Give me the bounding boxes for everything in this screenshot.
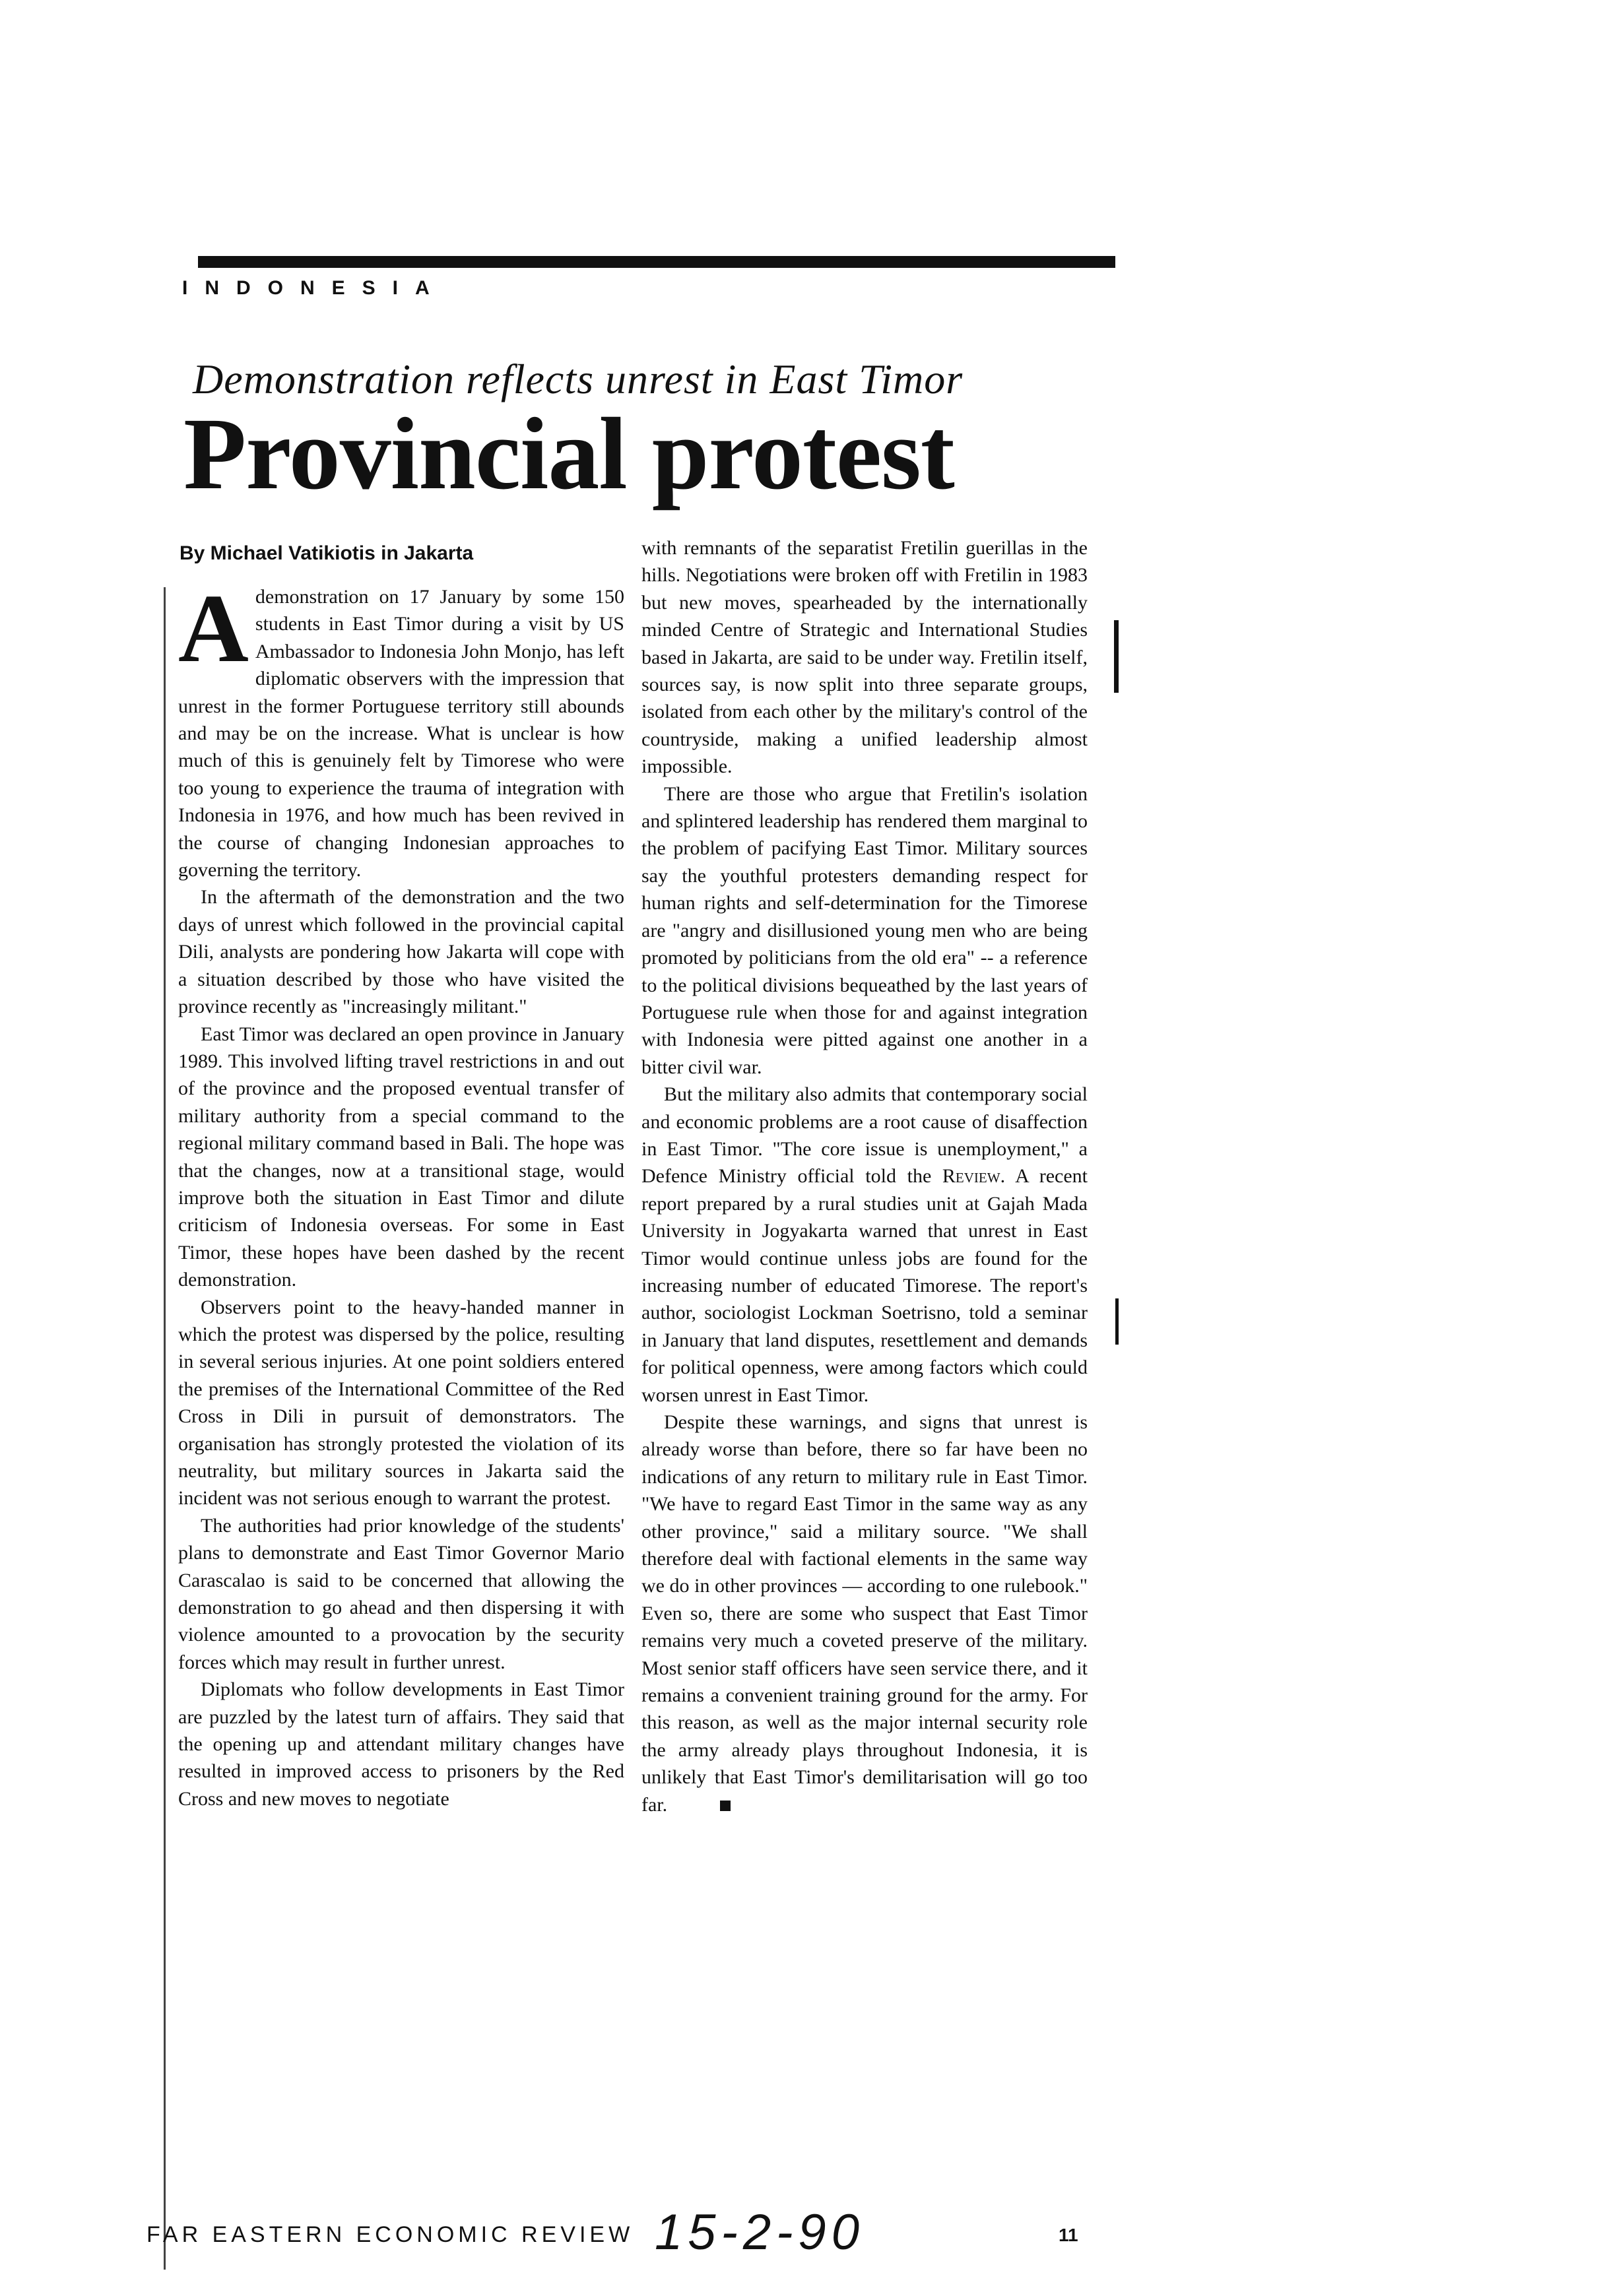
article-paragraph: But the military also admits that contemporary social and economic problems are a root cause of disaffection in East Timor. "The core issue is unemployment," a Defence Ministry official told the Review. A recent report prepared by a rural studies unit at Gajah Mada University in Jogyakarta warned that unrest in East Timor would continue unless jobs are found for the increasing number of educated Timorese. The report's author, sociologist Lockman Soetrisno, told a seminar in January that land disputes, resettlement and demands for political openness, were among factors which could worsen unrest in East Timor.	[641, 1083, 1088, 1406]
article-paragraph: Despite these warnings, and signs that unrest is already worse than before, there so far have been no indications of any return to military rule in East Timor. "We have to regard East Timor in the same way as any other province," said a military source. "We shall therefore deal with factional elements in the same way we do in other provinces — according to one rulebook." Even so, there are some who suspect that East Timor remains very much a coveted preserve of the military. Most senior staff officers have seen service there, and it remains a convenient training ground for the army. For this reason, as well as the major internal security role the army already plays throughout Indonesia, it is unlikely that East Timor's demilitarisation will go too far.	[641, 1411, 1088, 1816]
article-paragraph: There are those who argue that Fretilin's isolation and splintered leadership has rendered them marginal to the problem of pacifying East Timor. Military sources say the youthful protesters demanding respect for human rights and self-determination for the Timorese are "angry and disillusioned young men who are being promoted by politicians from the old era" -- a reference to the political divisions bequeathed by the last years of Portuguese rule when those for and against integration with Indonesia were pitted against one another in a bitter civil war.	[641, 782, 1088, 1078]
article-paragraph: Observers point to the heavy-handed manner in which the protest was dispersed by the police, resulting in several serious injuries. At one point soldiers entered the premises of the International Committee of the Red Cross in Dili in pursuit of demonstrators. The organisation has strongly protested the violation of its neutrality, but military sources in Jakarta said the incident was not serious enough to warrant the protest.	[178, 1296, 624, 1510]
kicker: Demonstration reflects unrest in East Timor	[193, 356, 964, 402]
margin-mark	[1114, 620, 1119, 693]
article-column-right	[641, 534, 1088, 1818]
article-paragraph: Ademonstration on 17 January by some 150 students in East Timor during a visit by US Ambassador to Indonesia John Monjo, has left diplomatic observers with the impression that unrest in the former Portuguese territory still abounds and may be on the increase. What is unclear is how much of this is genuinely felt by Timorese who were too young to experience the trauma of integration with Indonesia in 1976, and how much has been revived in the course of changing Indonesian approaches to governing the territory.	[178, 575, 624, 881]
article-column-left	[178, 575, 624, 1812]
page-number: 11	[1059, 2225, 1078, 2245]
margin-line	[164, 587, 166, 2270]
article-paragraph: East Timor was declared an open province in January 1989. This involved lifting travel restrictions in and out of the province and the proposed eventual transfer of military authority from a special command to the regional military command based in Bali. The hope was that the changes, now at a transitional stage, would improve both the situation in East Timor and dilute criticism of Indonesia overseas. For some in East Timor, these hopes have been dashed by the recent demonstration.	[178, 1023, 624, 1291]
article-paragraph: The authorities had prior knowledge of the students' plans to demonstrate and East Timor Governor Mario Carascalao is said to be concerned that allowing the demonstration to go ahead and then dispersing it with violence amounted to a provocation by the security forces which may result in further unrest.	[178, 1514, 624, 1673]
margin-mark	[1115, 1298, 1119, 1345]
review-word: Review.	[942, 1165, 1006, 1188]
article-paragraph: with remnants of the separatist Fretilin guerillas in the hills. Negotiations were broken off with Fretilin in 1983 but new moves, spearheaded by the internationally minded Centre of Strategic and International Studies based in Jakarta, are said to be under way. Fretilin itself, sources say, is now split into three separate groups, isolated from each other by the military's control of the countryside, making a unified leadership almost impossible.	[641, 537, 1088, 778]
dropcap: A	[178, 575, 249, 683]
byline: By Michael Vatikiotis in Jakarta	[180, 542, 474, 564]
handwritten-date: 15-2-90	[655, 2204, 865, 2260]
end-mark	[720, 1801, 731, 1811]
section-rule	[198, 256, 1115, 268]
section-label: INDONESIA	[182, 277, 447, 299]
headline: Provincial protest	[183, 397, 954, 511]
publication-name: FAR EASTERN ECONOMIC REVIEW	[147, 2222, 634, 2247]
article-paragraph: In the aftermath of the demonstration and the two days of unrest which followed in the provincial capital Dili, analysts are pondering how Jakarta will cope with a situation described by those who have visited the province recently as "increasingly militant."	[178, 886, 624, 1018]
article-paragraph: Diplomats who follow developments in East Timor are puzzled by the latest turn of affairs. They said that the opening up and attendant military changes have resulted in improved access to prisoners by the Red Cross and new moves to negotiate	[178, 1678, 624, 1810]
